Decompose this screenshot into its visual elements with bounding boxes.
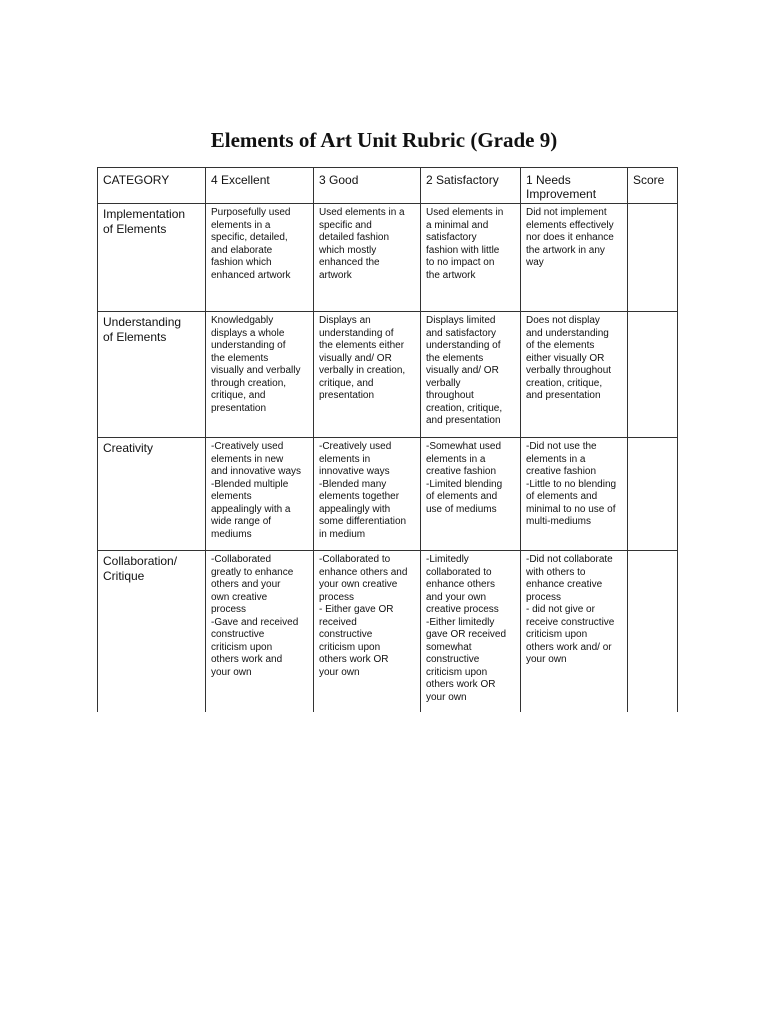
satisfactory-cell: Displays limited and satisfactory understanding of the elements visually and/ OR verbally throughout creation, critique, and presentation [421, 312, 521, 438]
satisfactory-cell: -Somewhat used elements in a creative fashion -Limited blending of elements and use of mediums [421, 438, 521, 551]
table-row [98, 438, 678, 551]
header-row [98, 168, 678, 204]
table-row [98, 551, 678, 712]
header-category: CATEGORY [98, 168, 206, 204]
needs-improvement-cell: -Did not collaborate with others to enhance creative process - did not give or receive constructive criticism upon others work and/ or your own [521, 551, 628, 712]
header-satisfactory: 2 Satisfactory [421, 168, 521, 204]
category-cell: Implementation of Elements [98, 204, 206, 312]
needs-improvement-cell: Does not display and understanding of the elements either visually OR verbally throughout creation, critique, and presentation [521, 312, 628, 438]
good-cell: Displays an understanding of the elements either visually and/ OR verbally in creation, critique, and presentation [314, 312, 421, 438]
category-cell: Collaboration/ Critique [98, 551, 206, 712]
satisfactory-cell: -Limitedly collaborated to enhance others and your own creative process -Either limitedly gave OR received somewhat constructive criticism upon others work OR your own [421, 551, 521, 712]
excellent-cell: Knowledgably displays a whole understanding of the elements visually and verbally through creation, critique, and presentation [206, 312, 314, 438]
header-score: Score [628, 168, 678, 204]
needs-improvement-cell: -Did not use the elements in a creative fashion -Little to no blending of elements and minimal to no use of multi-mediums [521, 438, 628, 551]
score-cell [628, 312, 678, 438]
excellent-cell: Purposefully used elements in a specific, detailed, and elaborate fashion which enhanced artwork [206, 204, 314, 312]
score-cell [628, 204, 678, 312]
header-needs-improvement: 1 Needs Improvement [521, 168, 628, 204]
category-cell: Creativity [98, 438, 206, 551]
excellent-cell: -Creatively used elements in new and innovative ways -Blended multiple elements appealingly with a wide range of mediums [206, 438, 314, 551]
good-cell: Used elements in a specific and detailed fashion which mostly enhanced the artwork [314, 204, 421, 312]
needs-improvement-cell: Did not implement elements effectively nor does it enhance the artwork in any way [521, 204, 628, 312]
score-cell [628, 551, 678, 712]
good-cell: -Collaborated to enhance others and your own creative process - Either gave OR received constructive criticism upon others work OR your own [314, 551, 421, 712]
excellent-cell: -Collaborated greatly to enhance others and your own creative process -Gave and received constructive criticism upon others work and your own [206, 551, 314, 712]
category-cell: Understanding of Elements [98, 312, 206, 438]
score-cell [628, 438, 678, 551]
header-excellent: 4 Excellent [206, 168, 314, 204]
good-cell: -Creatively used elements in innovative ways -Blended many elements together appealingly with some differentiation in medium [314, 438, 421, 551]
table-row [98, 204, 678, 312]
header-good: 3 Good [314, 168, 421, 204]
page-title: Elements of Art Unit Rubric (Grade 9) [210, 128, 558, 152]
table-row [98, 312, 678, 438]
satisfactory-cell: Used elements in a minimal and satisfactory fashion with little to no impact on the artwork [421, 204, 521, 312]
rubric-table [97, 167, 678, 712]
